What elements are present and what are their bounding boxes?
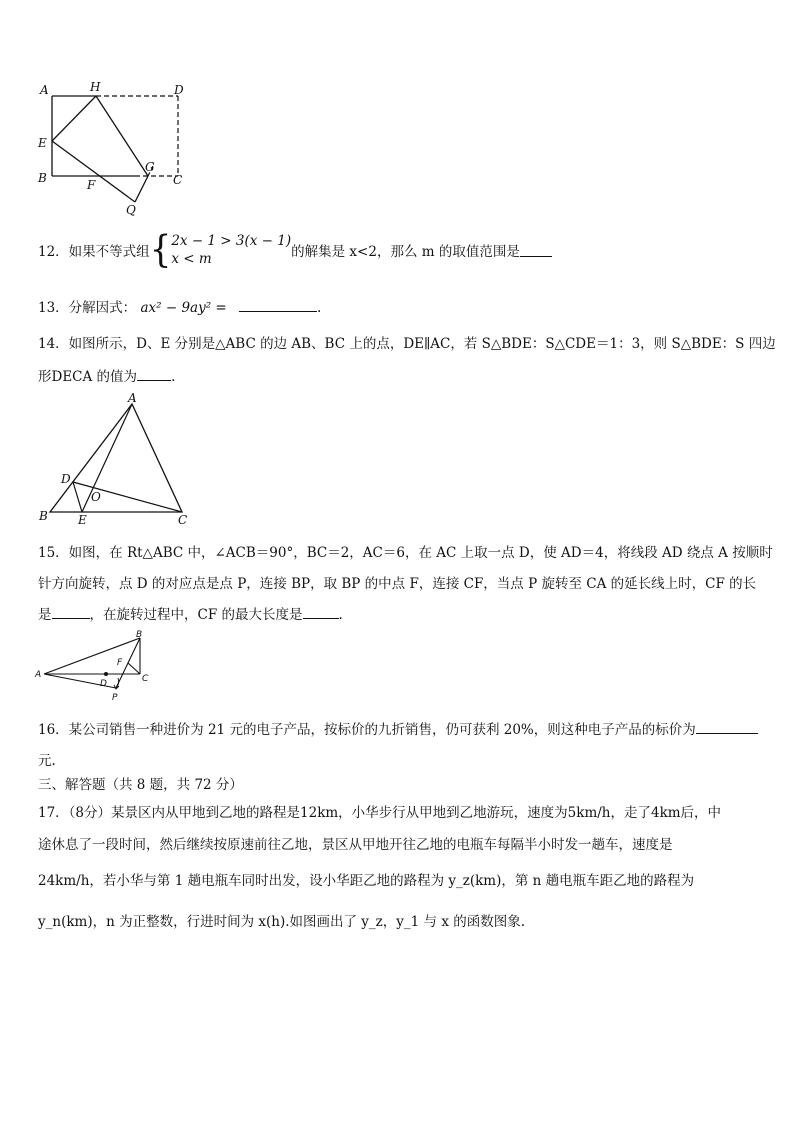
fig11-label-h: H: [90, 80, 101, 94]
fig11-label-a: A: [40, 83, 49, 97]
fig11-label-b: B: [38, 171, 47, 185]
q13-end: .: [317, 300, 322, 316]
q12-answer-blank[interactable]: [520, 244, 552, 257]
q12-inequality-2: x < m: [171, 251, 212, 267]
q12-inequality-1: 2x − 1 > 3(x − 1): [171, 233, 292, 249]
q12-brace: {: [149, 228, 172, 272]
q15-text-a: 是: [38, 607, 52, 623]
question-15-line-1: 15．如图，在 Rt△ABC 中，∠ACB＝90°，BC＝2，AC＝6，在 AC 上取一点 D，使 AD＝4，将线段 AD 绕点 A 按顺时: [38, 545, 773, 561]
section-3-header: 三、解答题（共 8 题，共 72 分）: [38, 777, 243, 793]
q14-answer-blank[interactable]: [137, 368, 171, 381]
q12-system: [171, 232, 291, 268]
question-17-line-3: 24km/h，若小华与第 1 趟电瓶车同时出发，设小华距乙地的路程为 y_z(km)，第 n 趟电瓶车距乙地的路程为: [38, 873, 695, 889]
fig15-label-a: A: [35, 670, 42, 680]
fig11-label-d: D: [174, 83, 184, 97]
q15-text-b: ，在旋转过程中，CF 的最大长度是: [89, 607, 303, 623]
fig15-label-d: D: [100, 679, 107, 689]
figure-q11: [30, 78, 200, 218]
question-15-line-2: 针方向旋转，点 D 的对应点是点 P，连接 BP，取 BP 的中点 F，连接 CF，当点 P 旋转至 CA 的延长线上时，CF 的长: [38, 576, 757, 592]
question-17-line-1: 17．（8分）某景区内从甲地到乙地的路程是12km，小华步行从甲地到乙地游玩，速度为5km/h，走了4km后，中: [38, 805, 722, 821]
fig14-label-b: B: [39, 509, 48, 523]
q16-answer-blank[interactable]: [696, 721, 758, 734]
q15-answer-blank-2[interactable]: [303, 606, 339, 619]
fig14-label-d: D: [61, 472, 71, 486]
question-13: [38, 296, 321, 316]
fig14-label-a: A: [128, 392, 137, 405]
fig15-label-p: P: [112, 693, 118, 703]
question-12: [38, 228, 552, 272]
q12-number: 12．如果不等式组: [38, 244, 150, 260]
question-14-line-1: 14．如图所示，D、E 分别是△ABC 的边 AB、BC 上的点，DE∥AC，若 S△BDE：S△CDE＝1：3，则 S△BDE：S 四边: [38, 336, 776, 352]
fig14-label-e: E: [78, 513, 87, 527]
fig14-label-c: C: [178, 513, 188, 527]
q16-text: 16．某公司销售一种进价为 21 元的电子产品，按标价的九折销售，仍可获利 20%，则这种电子产品的标价为: [38, 722, 696, 738]
question-14-line-2: [38, 365, 175, 385]
question-17-line-2: 途休息了一段时间，然后继续按原速前往乙地，景区从甲地开往乙地的电瓶车每隔半小时发一趟车，速度是: [38, 837, 673, 853]
q14-end: .: [171, 369, 176, 385]
fig11-label-f: F: [87, 178, 96, 192]
fig15-label-b: B: [136, 630, 143, 640]
figure-q14: [30, 392, 200, 530]
q13-answer-blank[interactable]: [239, 299, 317, 312]
fig11-label-c: C: [173, 173, 183, 187]
figure-q15: [32, 628, 162, 708]
fig14-label-o: O: [91, 490, 101, 504]
q13-expression: ax² − 9ay² =: [140, 300, 227, 316]
fig15-label-f: F: [117, 658, 123, 668]
fig11-label-q: Q: [126, 203, 136, 217]
q13-number: 13．分解因式：: [38, 300, 137, 316]
q15-answer-blank-1[interactable]: [52, 606, 90, 619]
question-16-line-1: [38, 718, 758, 738]
q14-text: 形DECA 的值为: [38, 369, 138, 385]
fig15-label-c: C: [142, 674, 149, 684]
q15-end: .: [338, 607, 343, 623]
q12-text: 的解集是 x<2，那么 m 的取值范围是: [291, 244, 520, 260]
question-17-line-4: y_n(km)，n 为正整数，行进时间为 x(h).如图画出了 y_z，y_1 与 x 的函数图象.: [38, 914, 526, 930]
fig11-label-g: G: [145, 160, 155, 174]
question-15-line-3: [38, 603, 343, 623]
question-16-line-2: 元.: [38, 753, 56, 769]
fig11-label-e: E: [38, 136, 47, 150]
